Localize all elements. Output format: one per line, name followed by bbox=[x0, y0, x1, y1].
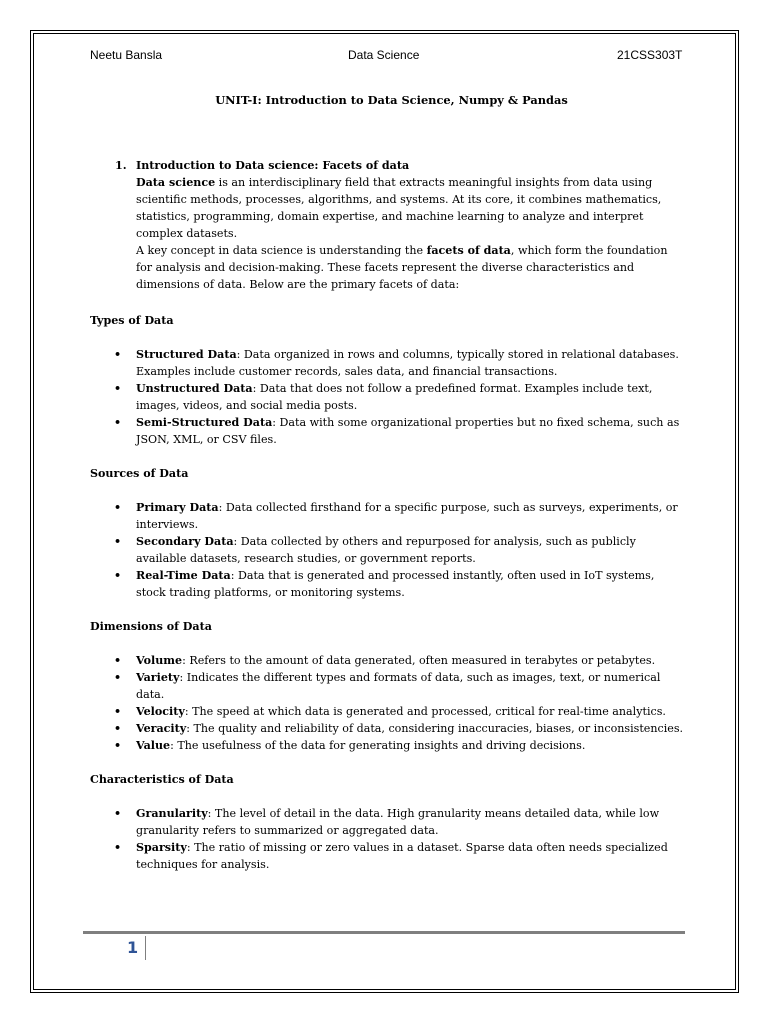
term-facets-of-data: facets of data bbox=[426, 244, 511, 257]
list-item-term: Variety bbox=[136, 671, 180, 684]
bullet: • bbox=[114, 654, 122, 667]
term-data-science: Data science bbox=[136, 176, 216, 189]
bullet: • bbox=[114, 348, 122, 361]
bullet: • bbox=[114, 535, 122, 548]
list-item bbox=[90, 652, 685, 669]
footer-rule bbox=[83, 931, 685, 934]
list-item bbox=[90, 414, 685, 448]
list-item-term: Unstructured Data bbox=[136, 382, 253, 395]
list-types-of-data bbox=[90, 346, 685, 448]
document-body bbox=[90, 92, 685, 873]
list-item-term: Secondary Data bbox=[136, 535, 234, 548]
list-item bbox=[90, 567, 685, 601]
intro-paragraph-2-text: , which form the foundation for analysis and decision-making. These facets represent the diverse characteristics and dimensions of data. Below are the primary facets of data: bbox=[136, 244, 668, 291]
page-number: 1 bbox=[127, 938, 139, 957]
document-title: UNIT-I: Introduction to Data Science, Numpy & Pandas bbox=[215, 93, 568, 107]
bullet: • bbox=[114, 671, 122, 684]
list-item-text: : Data that is generated and processed instantly, often used in IoT systems, stock trading platforms, or monitoring systems. bbox=[136, 569, 655, 599]
heading-sources-of-data: Sources of Data bbox=[90, 467, 189, 480]
section-intro bbox=[90, 157, 685, 293]
list-item bbox=[90, 703, 685, 720]
list-item bbox=[90, 669, 685, 703]
intro-paragraph-1 bbox=[136, 174, 685, 242]
list-item-text: : The speed at which data is generated and processed, critical for real-time analytics. bbox=[184, 705, 666, 718]
list-item-term: Veracity bbox=[136, 722, 187, 735]
list-sources-of-data bbox=[90, 499, 685, 601]
bullet: • bbox=[114, 569, 122, 582]
list-item-term: Sparsity bbox=[136, 841, 187, 854]
list-item-text: : Data that does not follow a predefined format. Examples include text, images, videos, and social media posts. bbox=[136, 382, 653, 412]
bullet: • bbox=[114, 807, 122, 820]
list-item-text: : Data organized in rows and columns, typically stored in relational databases. Examples include customer records, sales data, and financial transactions. bbox=[136, 348, 679, 378]
intro-paragraph-2 bbox=[136, 242, 685, 293]
list-item-term: Velocity bbox=[136, 705, 185, 718]
bullet: • bbox=[114, 416, 122, 429]
list-item-term: Structured Data bbox=[136, 348, 237, 361]
list-item bbox=[90, 839, 685, 873]
list-item bbox=[90, 499, 685, 533]
section-number: 1. bbox=[115, 159, 127, 172]
bullet: • bbox=[114, 501, 122, 514]
list-item-text: : Data with some organizational properties but no fixed schema, such as JSON, XML, or CSV files. bbox=[136, 416, 680, 446]
list-characteristics-of-data bbox=[90, 805, 685, 873]
list-item-text: : The usefulness of the data for generating insights and driving decisions. bbox=[170, 739, 586, 752]
list-item bbox=[90, 380, 685, 414]
list-item-text: : Refers to the amount of data generated, often measured in terabytes or petabytes. bbox=[182, 654, 656, 667]
heading-types-of-data: Types of Data bbox=[90, 314, 174, 327]
bullet: • bbox=[114, 841, 122, 854]
list-item bbox=[90, 346, 685, 380]
list-item-text: : The quality and reliability of data, considering inaccuracies, biases, or inconsistencies. bbox=[186, 722, 684, 735]
list-item-text: : Indicates the different types and formats of data, such as images, text, or numerical data. bbox=[136, 671, 661, 701]
list-item-term: Volume bbox=[136, 654, 183, 667]
list-item-term: Primary Data bbox=[136, 501, 219, 514]
list-item bbox=[90, 533, 685, 567]
heading-dimensions-of-data: Dimensions of Data bbox=[90, 620, 212, 633]
intro-paragraph-1-text: is an interdisciplinary field that extracts meaningful insights from data using scientific methods, processes, algorithms, and systems. At its core, it combines mathematics, statistics, programming, domain expertise, and machine learning to analyze and interpret complex datasets. bbox=[136, 176, 662, 240]
page-number-separator bbox=[145, 936, 146, 960]
list-item-text: : Data collected firsthand for a specific purpose, such as surveys, experiments, or interviews. bbox=[136, 501, 678, 531]
section-heading: Introduction to Data science: Facets of data bbox=[136, 159, 410, 172]
list-item-text: : Data collected by others and repurposed for analysis, such as publicly available datasets, research studies, or government reports. bbox=[136, 535, 636, 565]
heading-characteristics-of-data: Characteristics of Data bbox=[90, 773, 234, 786]
header-subject: Data Science bbox=[348, 48, 420, 62]
header-course-code: 21CSS303T bbox=[617, 48, 683, 62]
list-dimensions-of-data bbox=[90, 652, 685, 754]
bullet: • bbox=[114, 722, 122, 735]
bullet: • bbox=[114, 382, 122, 395]
list-item-term: Real-Time Data bbox=[136, 569, 231, 582]
list-item-term: Granularity bbox=[136, 807, 208, 820]
list-item bbox=[90, 720, 685, 737]
list-item bbox=[90, 805, 685, 839]
bullet: • bbox=[114, 705, 122, 718]
list-item-text: : The level of detail in the data. High granularity means detailed data, while low granularity refers to summarized or aggregated data. bbox=[136, 807, 660, 837]
list-item-text: : The ratio of missing or zero values in a dataset. Sparse data often needs specialized techniques for analysis. bbox=[136, 841, 668, 871]
header-author: Neetu Bansla bbox=[90, 48, 163, 62]
list-item-term: Value bbox=[136, 739, 171, 752]
list-item bbox=[90, 737, 685, 754]
bullet: • bbox=[114, 739, 122, 752]
intro-paragraph-2-start: A key concept in data science is understanding the bbox=[136, 244, 427, 257]
list-item-term: Semi-Structured Data bbox=[136, 416, 273, 429]
